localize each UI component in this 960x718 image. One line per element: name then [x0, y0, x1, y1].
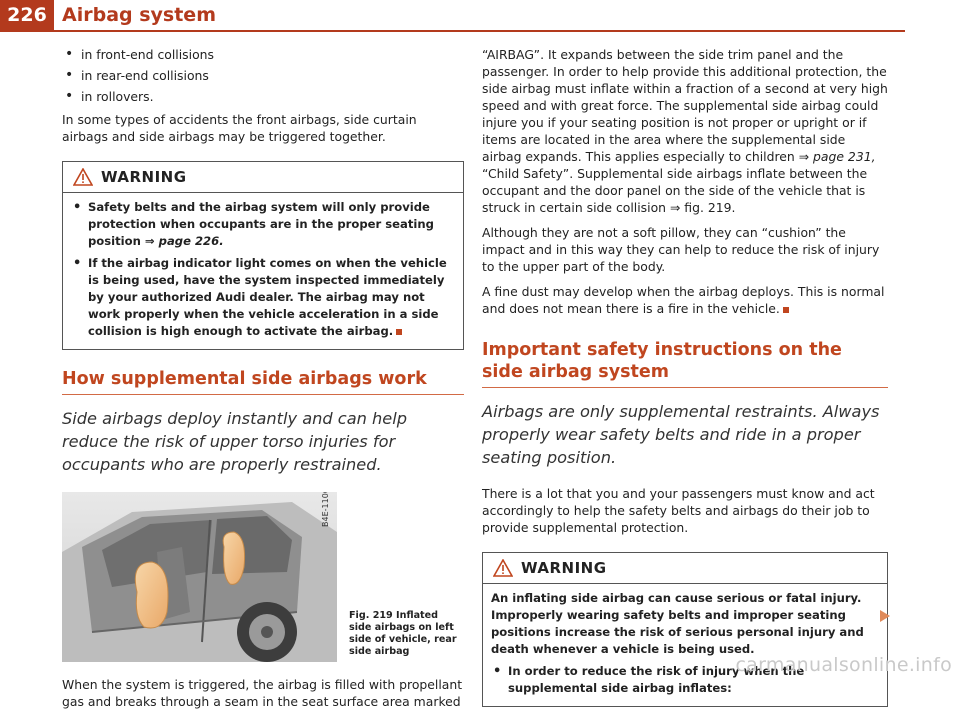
section-heading: Important safety instructions on the side airbag system	[482, 339, 888, 388]
page-link[interactable]: page 226.	[158, 234, 224, 248]
warning-body	[63, 193, 463, 349]
paragraph: When the system is triggered, the airbag is filled with propellant gas and breaks through a seam in the seat surface area marked	[62, 677, 463, 709]
list-item: • in rear-end collisions	[62, 67, 464, 84]
header-rule	[0, 30, 905, 32]
left-column	[62, 46, 464, 718]
page-number: 226	[0, 0, 54, 30]
warning-item: • Safety belts and the airbag system will only provide protection when occupants are in the proper seating position ⇒ page 226.	[71, 199, 455, 250]
warning-box	[482, 552, 888, 707]
warning-item: An inflating side airbag can cause serious or fatal injury. Improperly wearing safety belts and improper seating positions increase the risk of serious personal injury and death whenever a vehicle is being used.	[491, 591, 864, 656]
right-column	[482, 46, 888, 707]
intro-text: Airbags are only supplemental restraints. Always properly wear safety belts and ride in a proper seating position.	[482, 402, 880, 467]
page-link[interactable]: page 231,	[813, 149, 876, 164]
warning-item: • In order to reduce the risk of injury when the supplemental side airbag inflates:	[491, 663, 879, 697]
warning-item: • If the airbag indicator light comes on when the vehicle is being used, have the system inspected immediately by your authorized Audi dealer. The airbag may not work properly when the vehicle acceleration in a side collision is high enough to activate the airbag.	[71, 255, 455, 340]
list-item: • in rollovers.	[62, 88, 464, 105]
paragraph: A fine dust may develop when the airbag deploys. This is normal and does not mean there is a fire in the vehicle.	[482, 284, 885, 316]
section-heading: How supplemental side airbags work	[62, 368, 464, 395]
end-mark-icon	[783, 307, 789, 313]
figure-code: B4E-1106	[321, 492, 330, 527]
continue-arrow-icon	[880, 610, 890, 622]
figure-caption: Fig. 219 Inflated side airbags on left side of vehicle, rear side airbag	[349, 610, 457, 657]
watermark: carmanualsonline.info	[735, 654, 952, 676]
warning-header	[483, 553, 887, 584]
end-mark-icon	[396, 329, 402, 335]
figure	[62, 492, 464, 662]
paragraph: Although they are not a soft pillow, they can “cushion” the impact and in this way they can help to reduce the risk of injury to the upper part of the body.	[482, 225, 880, 274]
intro-text: Side airbags deploy instantly and can help reduce the risk of upper torso injuries for occupants who are properly restrained.	[62, 409, 408, 474]
paragraph: “AIRBAG”. It expands between the side trim panel and the passenger. In order to help provide this additional protection, the side airbag must inflate within a fraction of a second at very high speed and with great force. The supplemental side airbag could injure you if your seating position is not proper or upright or if items are located in the area where the supplemental side airbag expands. This applies especially to children ⇒ page 231, “Child Safety”. Supplemental side airbags inflate between the occupant and the door panel on the side of the vehicle that is struck in certain side collision ⇒ fig. 219.	[482, 47, 888, 215]
list-item: • in front-end collisions	[62, 46, 464, 63]
section-title: Airbag system	[62, 4, 216, 26]
warning-label: WARNING	[521, 558, 607, 577]
collision-list	[62, 46, 464, 105]
side-airbag-illustration	[62, 492, 337, 662]
warning-box	[62, 161, 464, 350]
warning-label: WARNING	[101, 167, 187, 186]
paragraph: In some types of accidents the front airbags, side curtain airbags and side airbags may be triggered together.	[62, 112, 417, 144]
warning-header	[63, 162, 463, 193]
paragraph: There is a lot that you and your passengers must know and act accordingly to help the safety belts and airbags do their job to provide supplemental protection.	[482, 486, 875, 535]
warning-body	[483, 584, 887, 706]
warning-triangle-icon	[73, 168, 93, 186]
warning-triangle-icon	[493, 559, 513, 577]
